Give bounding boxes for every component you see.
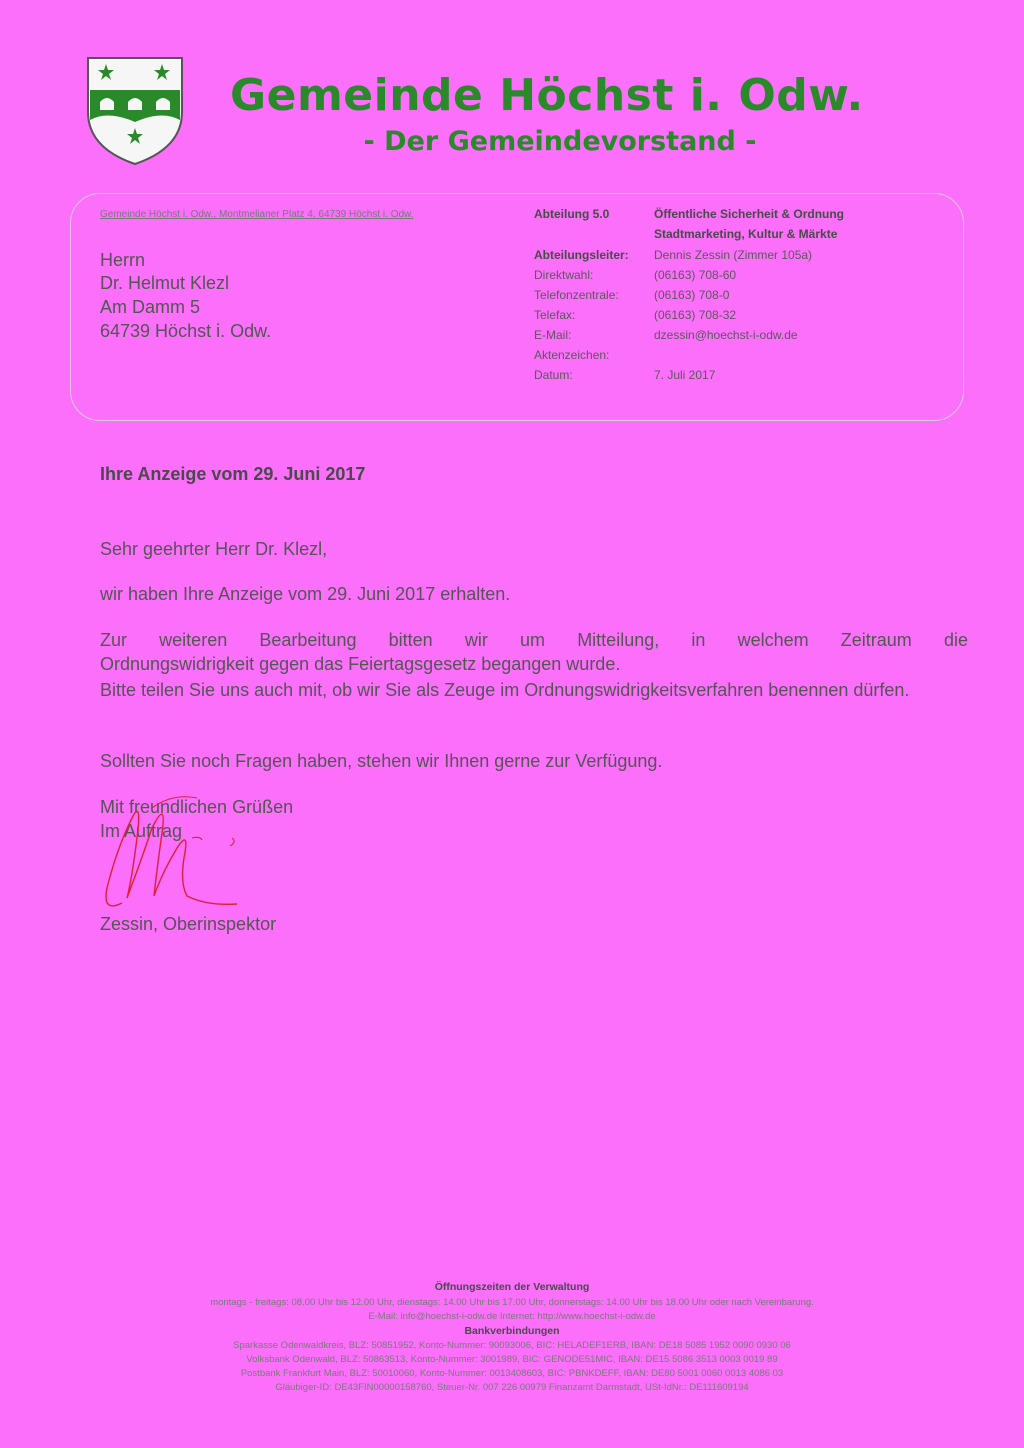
info-label: E-Mail:: [534, 328, 572, 342]
footer-bank-line: Postbank Frankfurt Main, BLZ: 50010060, Konto-Nummer: 0013408603, BIC: PBNKDEFF, IBAN: DE80 5001 0060 0013 4086 03: [240, 1368, 784, 1379]
municipal-crest-logo: [82, 50, 188, 168]
organization-title: Gemeinde Höchst i. Odw.: [230, 70, 864, 121]
footer-contact[interactable]: E-Mail: info@hoechst-i-odw.de Internet: http://www.hoechst-i-odw.de: [368, 1311, 656, 1322]
body-paragraph: wir haben Ihre Anzeige vom 29. Juni 2017 erhalten.: [100, 584, 511, 604]
info-value: (06163) 708-32: [654, 308, 737, 322]
footer-bank-line: Sparkasse Odenwaldkreis, BLZ: 50851952, Konto-Nummer: 90093006, BIC: HELADEF1ERB, IBAN: DE18 5085 1952 0090 0930 06: [233, 1340, 791, 1351]
organization-subtitle: - Der Gemeindevorstand -: [363, 126, 757, 157]
info-label: Aktenzeichen:: [534, 348, 610, 362]
closing-note: Im Auftrag: [100, 821, 183, 841]
handwritten-signature: [92, 778, 242, 928]
info-label: Telefax:: [534, 308, 576, 322]
info-label: Telefonzentrale:: [534, 288, 619, 302]
email-link[interactable]: dzessin@hoechst-i-odw.de: [654, 328, 798, 342]
info-value: (06163) 708-0: [654, 288, 730, 302]
department-label: Abteilung 5.0: [534, 207, 610, 221]
footer-bank-title: Bankverbindungen: [464, 1325, 560, 1337]
info-label: Abteilungsleiter:: [534, 248, 629, 262]
closing: Mit freundlichen Grüßen: [100, 797, 294, 817]
recipient-line: 64739 Höchst i. Odw.: [100, 321, 272, 341]
body-paragraph: Ordnungswidrigkeit gegen das Feiertagsgesetz begangen wurde.: [100, 654, 621, 674]
footer-tax-info: Gläubiger-ID: DE43FIN00000158760, Steuer-Nr. 007 226 00979 Finanzamt Darmstadt, USt-IdNr.: DE111609194: [275, 1382, 749, 1393]
recipient-line: Am Damm 5: [100, 297, 201, 317]
info-value: Dennis Zessin (Zimmer 105a): [654, 248, 813, 262]
body-paragraph: Sollten Sie noch Fragen haben, stehen wir Ihnen gerne zur Verfügung.: [100, 751, 663, 771]
footer-bank-line: Volksbank Odenwald, BLZ: 50863513, Konto-Nummer: 3001989, BIC: GENODE51MIC, IBAN: DE15 5086 3513 0003 0019 89: [246, 1354, 778, 1365]
footer-hours: montags - freitags: 08.00 Uhr bis 12.00 Uhr, dienstags: 14.00 Uhr bis 17.00 Uhr, donnerstags: 14.00 Uhr bis 18.00 Uhr oder nach Vereinbarung.: [210, 1297, 814, 1308]
signer-name: Zessin, Oberinspektor: [100, 914, 277, 934]
letter-date: 7. Juli 2017: [654, 368, 716, 382]
info-label: Datum:: [534, 368, 573, 382]
letter-subject: Ihre Anzeige vom 29. Juni 2017: [100, 464, 366, 484]
info-label: Direktwahl:: [534, 268, 594, 282]
body-paragraph: Bitte teilen Sie uns auch mit, ob wir Sie als Zeuge im Ordnungswidrigkeitsverfahren benennen dürfen.: [100, 680, 910, 700]
recipient-line: Dr. Helmut Klezl: [100, 273, 230, 293]
department-name: Öffentliche Sicherheit & Ordnung: [654, 207, 845, 221]
body-paragraph: Zur weiteren Bearbeitung bitten wir um Mitteilung, in welchem Zeitraum die: [100, 630, 968, 650]
sender-return-address: Gemeinde Höchst i. Odw., Montmelianer Platz 4, 64739 Höchst i. Odw.: [100, 209, 414, 220]
info-value: (06163) 708-60: [654, 268, 737, 282]
salutation: Sehr geehrter Herr Dr. Klezl,: [100, 539, 328, 559]
recipient-line: Herrn: [100, 250, 146, 270]
footer-hours-title: Öffnungszeiten der Verwaltung: [434, 1281, 590, 1293]
department-name: Stadtmarketing, Kultur & Märkte: [654, 227, 838, 241]
